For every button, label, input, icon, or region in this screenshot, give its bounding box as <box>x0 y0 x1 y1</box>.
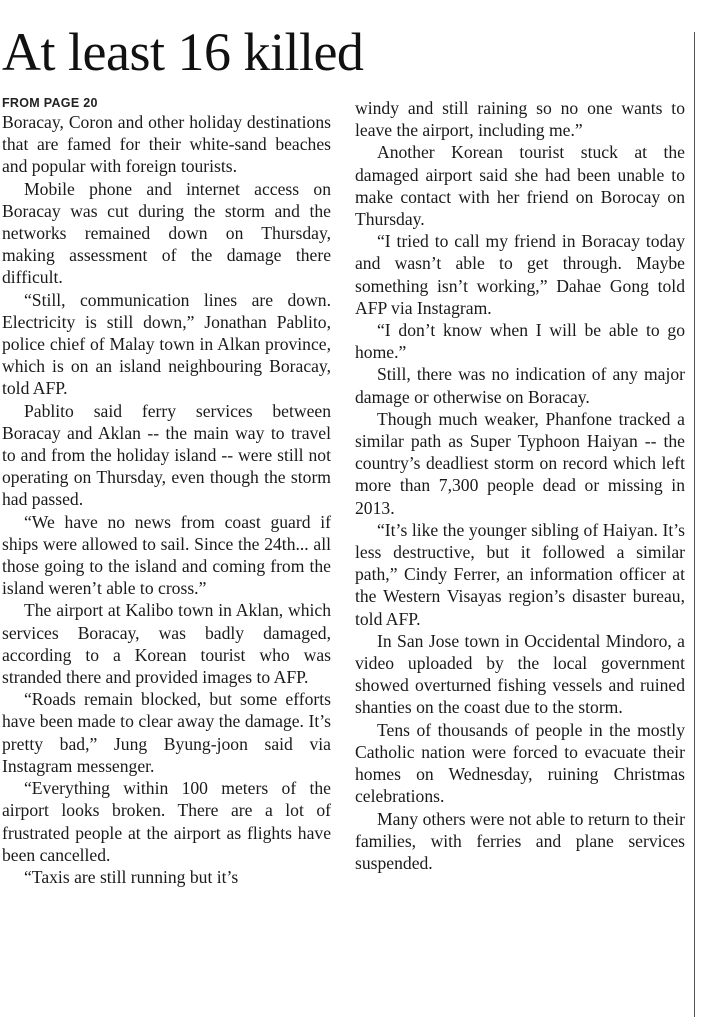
headline: At least 16 killed <box>2 22 364 82</box>
left-column <box>2 96 331 888</box>
paragraph: “I don’t know when I will be able to go home.” <box>355 320 685 363</box>
paragraph: Another Korean tourist stuck at the damaged airport said she had been unable to make contact with her friend on Borocay on Thursday. <box>355 142 685 230</box>
paragraph: “Taxis are still running but it’s <box>24 866 239 887</box>
paragraph: “We have no news from coast guard if ships were allowed to sail. Since the 24th... all those going to the island and coming from the island weren’t able to cross.” <box>2 511 331 599</box>
paragraph: In San Jose town in Occidental Mindoro, a video uploaded by the local government showed overturned fishing vessels and ruined shanties on the coast due to the storm. <box>355 630 685 718</box>
column-rule <box>694 32 695 1017</box>
paragraph: “Roads remain blocked, but some efforts have been made to clear away the damage. It’s pretty bad,” Jung Byung-joon said via Instagram messenger. <box>2 689 331 776</box>
paragraph: Tens of thousands of people in the mostly Catholic nation were forced to evacuate their homes on Wednesday, ruining Christmas celebrations. <box>355 719 685 807</box>
paragraph: Though much weaker, Phanfone tracked a similar path as Super Typhoon Haiyan -- the country’s deadliest storm on record which left more than 7,300 people dead or missing in 2013. <box>355 408 685 518</box>
paragraph: windy and still raining so no one wants to leave the airport, including me.” <box>355 98 685 141</box>
paragraph: “Everything within 100 meters of the airport looks broken. There are a lot of frustrated people at the airport as flights have been cancelled. <box>2 778 331 865</box>
right-column <box>355 97 685 874</box>
paragraph: Many others were not able to return to their families, with ferries and plane services suspended. <box>355 808 685 873</box>
continuation-kicker: FROM PAGE 20 <box>2 96 98 110</box>
paragraph: “I tried to call my friend in Boracay today and wasn’t able to get through. Maybe something isn’t working,” Dahae Gong told AFP via Instagram. <box>355 231 685 318</box>
paragraph: Boracay, Coron and other holiday destinations that are famed for their white-sand beaches and popular with foreign tourists. <box>2 112 331 177</box>
paragraph: Mobile phone and internet access on Boracay was cut during the storm and the networks remained down on Thursday, making assessment of the damage there difficult. <box>2 178 331 288</box>
paragraph: Pablito said ferry services between Boracay and Aklan -- the main way to travel to and from the holiday island -- were still not operating on Thursday, even though the storm had passed. <box>2 400 331 510</box>
paragraph: “Still, communication lines are down. Electricity is still down,” Jonathan Pablito, police chief of Malay town in Alkan province, which is on an island neighbouring Boracay, told AFP. <box>2 289 331 399</box>
paragraph: Still, there was no indication of any major damage or otherwise on Boracay. <box>355 364 685 407</box>
paragraph: The airport at Kalibo town in Aklan, which services Boracay, was badly damaged, according to a Korean tourist who was stranded there and provided images to AFP. <box>2 600 331 688</box>
paragraph: “It’s like the younger sibling of Haiyan. It’s less destructive, but it followed a similar path,” Cindy Ferrer, an information officer at the Western Visayas region’s disaster bureau, told AFP. <box>355 519 685 629</box>
